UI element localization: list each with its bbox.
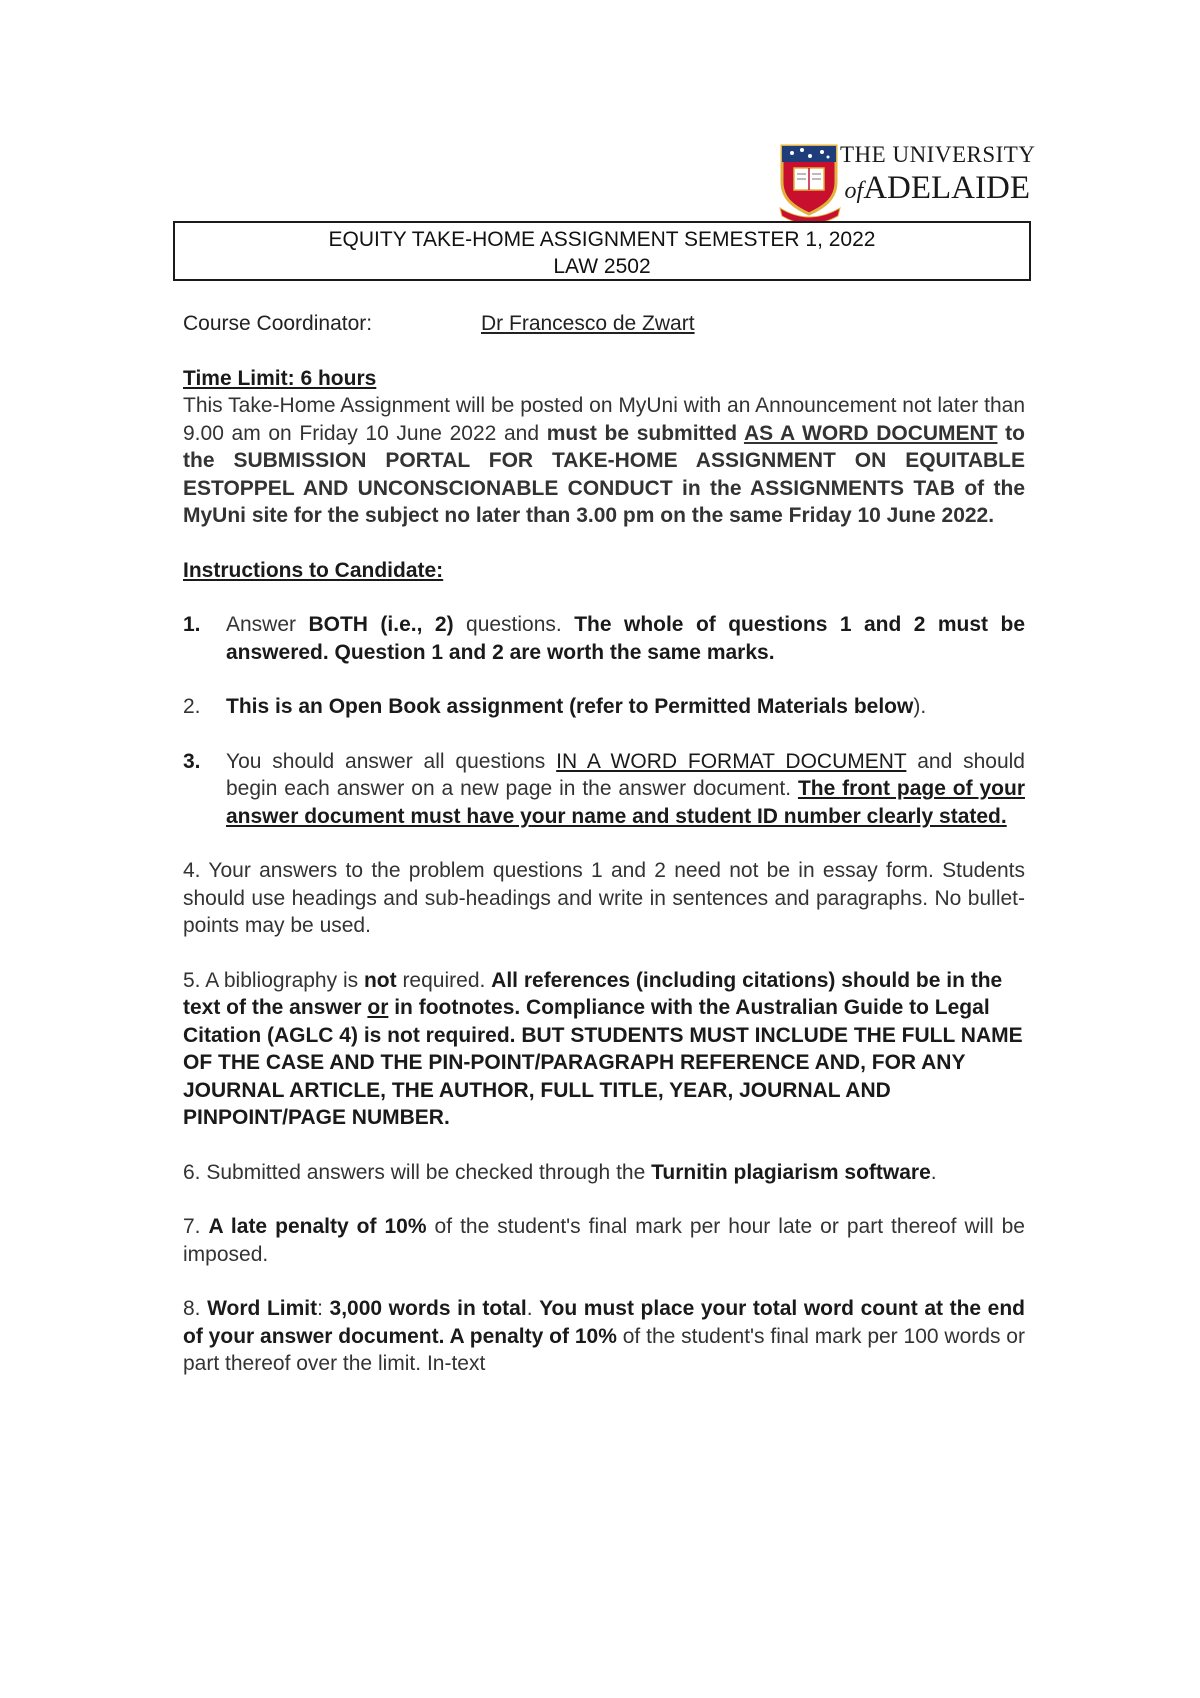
instruction-item-1 xyxy=(183,611,1025,666)
item-1-text-b: BOTH (i.e., 2) xyxy=(308,613,454,636)
item-5-text-a: 5. A bibliography is xyxy=(183,968,364,992)
time-limit-heading: Time Limit: 6 hours xyxy=(183,366,377,390)
instruction-item-4: 4. Your answers to the problem questions 1 and 2 need not be in essay form. Students should use headings and sub-headings and write in sentences and paragraphs. No bullet-points may be used. xyxy=(183,859,1025,937)
item-5-text-f: in footnotes. Compliance with the Australian Guide to Legal Citation (AGLC 4) is not required. xyxy=(183,996,990,1047)
item-2-text-a: This is an Open Book assignment (refer to Permitted Materials below xyxy=(226,695,914,718)
university-logo xyxy=(778,142,1036,222)
instruction-item-5 xyxy=(183,967,1025,1132)
instruction-item-3 xyxy=(183,748,1025,831)
item-2-text-b: ). xyxy=(913,695,927,718)
item-5-text-g: BUT STUDENTS MUST INCLUDE THE FULL NAME OF THE CASE AND THE PIN-POINT/PARAGRAPH REFERENCE AND, FOR ANY JOURNAL ARTICLE, THE AUTHOR, FULL TITLE, YEAR, JOURNAL AND PINPOINT/PAGE NUMBER. xyxy=(183,1023,1023,1129)
item-3-number: 3. xyxy=(183,749,201,773)
title-line-2: LAW 2502 xyxy=(553,255,651,278)
time-limit-text-2: must be submitted xyxy=(546,421,744,445)
item-1-text-d: The whole of questions 1 and 2 must be answered. Question 1 and 2 are worth the same marks. xyxy=(226,613,1025,664)
instruction-item-6 xyxy=(183,1159,1025,1187)
item-5-text-b: not xyxy=(363,968,397,992)
item-5-text-d: All references (including citations) should be in the text of the answer xyxy=(183,968,1003,1019)
item-7-text-a: 7. xyxy=(183,1215,209,1238)
coordinator-label: Course Coordinator: xyxy=(183,312,373,335)
item-5-text-e: or xyxy=(367,996,389,1019)
title-line-1: EQUITY TAKE-HOME ASSIGNMENT SEMESTER 1, 2022 xyxy=(328,228,876,251)
university-crest-icon xyxy=(778,142,846,222)
time-limit-paragraph xyxy=(183,392,1025,530)
item-8-text-d: 3,000 words in total xyxy=(329,1297,527,1320)
instruction-item-7 xyxy=(183,1213,1025,1268)
item-8-text-e: . xyxy=(526,1297,540,1320)
item-2-number: 2. xyxy=(183,695,201,718)
item-8-text-b: Word Limit xyxy=(207,1297,318,1320)
item-6-text-a: 6. Submitted answers will be checked through the xyxy=(183,1160,652,1184)
item-6-text-c: . xyxy=(930,1160,937,1184)
item-5-text-c: required. xyxy=(396,968,492,992)
item-1-number: 1. xyxy=(183,613,201,636)
university-wordmark xyxy=(840,142,1036,209)
item-3-text-b: IN A WORD FORMAT DOCUMENT xyxy=(556,749,907,773)
instructions-heading: Instructions to Candidate: xyxy=(183,558,444,582)
item-1-text-a: Answer xyxy=(226,613,309,636)
item-6-text-b: Turnitin plagiarism software xyxy=(651,1160,931,1184)
item-7-text-c: of the student's final mark per hour late or part thereof will be imposed. xyxy=(183,1215,1025,1266)
wordmark-of: of xyxy=(844,178,864,204)
instruction-item-8 xyxy=(183,1295,1025,1378)
wordmark-line-1: THE UNIVERSITY xyxy=(840,142,1036,167)
title-box xyxy=(173,221,1031,281)
document-body xyxy=(183,310,1025,1378)
time-limit-text-4: to the SUBMISSION PORTAL FOR TAKE-HOME ASSIGNMENT ON EQUITABLE ESTOPPEL AND UNCONSCIONABLE CONDUCT in the ASSIGNMENTS TAB of the MyUni site for the subject no later than 3.00 pm on the same Friday 10 June 2022. xyxy=(183,421,1025,527)
item-8-text-a: 8. xyxy=(183,1297,208,1320)
time-limit-text-1: This Take-Home Assignment will be posted on MyUni with an Announcement not later than 9.00 am on Friday 10 June 2022 and xyxy=(183,394,1025,445)
item-3-text-d: The front page of your answer document must have your name and student ID number clearly stated. xyxy=(226,777,1025,828)
item-8-text-f: You must place your total word count at the end of your answer document. A penalty of 10% xyxy=(183,1297,1025,1348)
coordinator-row xyxy=(183,310,1025,338)
item-7-text-b: A late penalty of 10% xyxy=(208,1215,427,1238)
coordinator-name: Dr Francesco de Zwart xyxy=(481,312,695,335)
item-1-text-c: questions. xyxy=(453,613,575,636)
item-3-text-a: You should answer all questions xyxy=(226,749,557,773)
item-8-text-g: of the student's final mark per 100 words or part thereof over the limit. In-text xyxy=(183,1324,1025,1375)
time-limit-text-3: AS A WORD DOCUMENT xyxy=(743,421,998,445)
item-3-text-c: and should begin each answer on a new page in the answer document. xyxy=(226,749,1025,800)
wordmark-line-2 xyxy=(840,170,1030,209)
wordmark-adelaide: ADELAIDE xyxy=(863,170,1030,206)
item-8-text-c: : xyxy=(317,1297,330,1320)
instruction-item-2 xyxy=(183,693,1025,721)
